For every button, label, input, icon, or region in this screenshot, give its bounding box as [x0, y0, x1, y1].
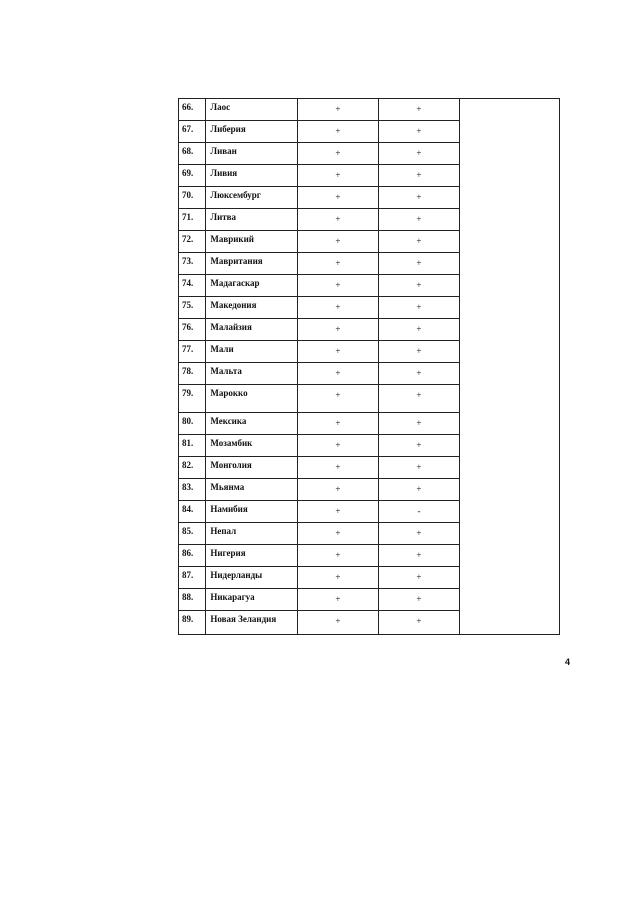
row-number: 81.: [179, 435, 206, 457]
row-number: 71.: [179, 209, 206, 231]
mark-col-2: +: [378, 143, 459, 165]
row-number: 79.: [179, 385, 206, 413]
mark-col-2: +: [378, 363, 459, 385]
country-name: Ливия: [206, 165, 298, 187]
country-name: Ливан: [206, 143, 298, 165]
mark-col-2: +: [378, 523, 459, 545]
mark-col-1: +: [297, 385, 378, 413]
mark-col-1: +: [297, 457, 378, 479]
mark-col-2: +: [378, 231, 459, 253]
country-name: Марокко: [206, 385, 298, 413]
row-number: 84.: [179, 501, 206, 523]
mark-col-2: +: [378, 457, 459, 479]
mark-col-1: +: [297, 413, 378, 435]
mark-col-2: +: [378, 589, 459, 611]
country-name: Намибия: [206, 501, 298, 523]
mark-col-1: +: [297, 209, 378, 231]
mark-col-1: +: [297, 253, 378, 275]
mark-col-1: +: [297, 121, 378, 143]
row-number: 75.: [179, 297, 206, 319]
mark-col-1: +: [297, 523, 378, 545]
mark-col-1: +: [297, 611, 378, 635]
mark-col-1: +: [297, 435, 378, 457]
country-name: Мавритания: [206, 253, 298, 275]
country-name: Мозамбик: [206, 435, 298, 457]
mark-col-2: +: [378, 479, 459, 501]
mark-col-2: +: [378, 121, 459, 143]
mark-col-2: +: [378, 385, 459, 413]
row-number: 70.: [179, 187, 206, 209]
table-row: [179, 99, 560, 121]
country-name: Непал: [206, 523, 298, 545]
country-name: Никарагуа: [206, 589, 298, 611]
row-number: 74.: [179, 275, 206, 297]
country-name: Маврикий: [206, 231, 298, 253]
page-number: 4: [565, 657, 571, 667]
country-name: Люксембург: [206, 187, 298, 209]
row-number: 82.: [179, 457, 206, 479]
row-number: 83.: [179, 479, 206, 501]
country-name: Мексика: [206, 413, 298, 435]
mark-col-2: +: [378, 435, 459, 457]
country-name: Монголия: [206, 457, 298, 479]
row-number: 69.: [179, 165, 206, 187]
mark-col-1: +: [297, 143, 378, 165]
mark-col-1: +: [297, 501, 378, 523]
mark-col-2: +: [378, 165, 459, 187]
country-name: Мали: [206, 341, 298, 363]
mark-col-2: +: [378, 275, 459, 297]
mark-col-1: +: [297, 297, 378, 319]
row-number: 67.: [179, 121, 206, 143]
country-name: Нигерия: [206, 545, 298, 567]
mark-col-2: +: [378, 187, 459, 209]
row-number: 73.: [179, 253, 206, 275]
mark-col-1: +: [297, 231, 378, 253]
country-name: Литва: [206, 209, 298, 231]
row-number: 78.: [179, 363, 206, 385]
mark-col-2: +: [378, 209, 459, 231]
mark-col-2: +: [378, 341, 459, 363]
mark-col-1: +: [297, 341, 378, 363]
empty-remarks-column: [459, 99, 559, 635]
row-number: 68.: [179, 143, 206, 165]
mark-col-2: +: [378, 413, 459, 435]
country-name: Лаос: [206, 99, 298, 121]
mark-col-2: +: [378, 99, 459, 121]
mark-col-1: +: [297, 99, 378, 121]
country-name: Малайзия: [206, 319, 298, 341]
country-name: Нидерланды: [206, 567, 298, 589]
row-number: 76.: [179, 319, 206, 341]
country-name: Мальта: [206, 363, 298, 385]
mark-col-2: +: [378, 319, 459, 341]
mark-col-2: -: [378, 501, 459, 523]
country-name: Либерия: [206, 121, 298, 143]
row-number: 89.: [179, 611, 206, 635]
row-number: 66.: [179, 99, 206, 121]
mark-col-1: +: [297, 165, 378, 187]
row-number: 80.: [179, 413, 206, 435]
mark-col-1: +: [297, 589, 378, 611]
mark-col-2: +: [378, 611, 459, 635]
row-number: 88.: [179, 589, 206, 611]
country-name: Мадагаскар: [206, 275, 298, 297]
mark-col-1: +: [297, 187, 378, 209]
country-name: Македония: [206, 297, 298, 319]
mark-col-1: +: [297, 363, 378, 385]
country-name: Новая Зеландия: [206, 611, 298, 635]
mark-col-1: +: [297, 319, 378, 341]
row-number: 72.: [179, 231, 206, 253]
mark-col-2: +: [378, 567, 459, 589]
mark-col-2: +: [378, 253, 459, 275]
mark-col-1: +: [297, 545, 378, 567]
mark-col-2: +: [378, 297, 459, 319]
row-number: 77.: [179, 341, 206, 363]
mark-col-1: +: [297, 275, 378, 297]
country-name: Мьянма: [206, 479, 298, 501]
mark-col-1: +: [297, 479, 378, 501]
row-number: 85.: [179, 523, 206, 545]
country-table: [178, 98, 560, 635]
row-number: 87.: [179, 567, 206, 589]
mark-col-1: +: [297, 567, 378, 589]
row-number: 86.: [179, 545, 206, 567]
mark-col-2: +: [378, 545, 459, 567]
